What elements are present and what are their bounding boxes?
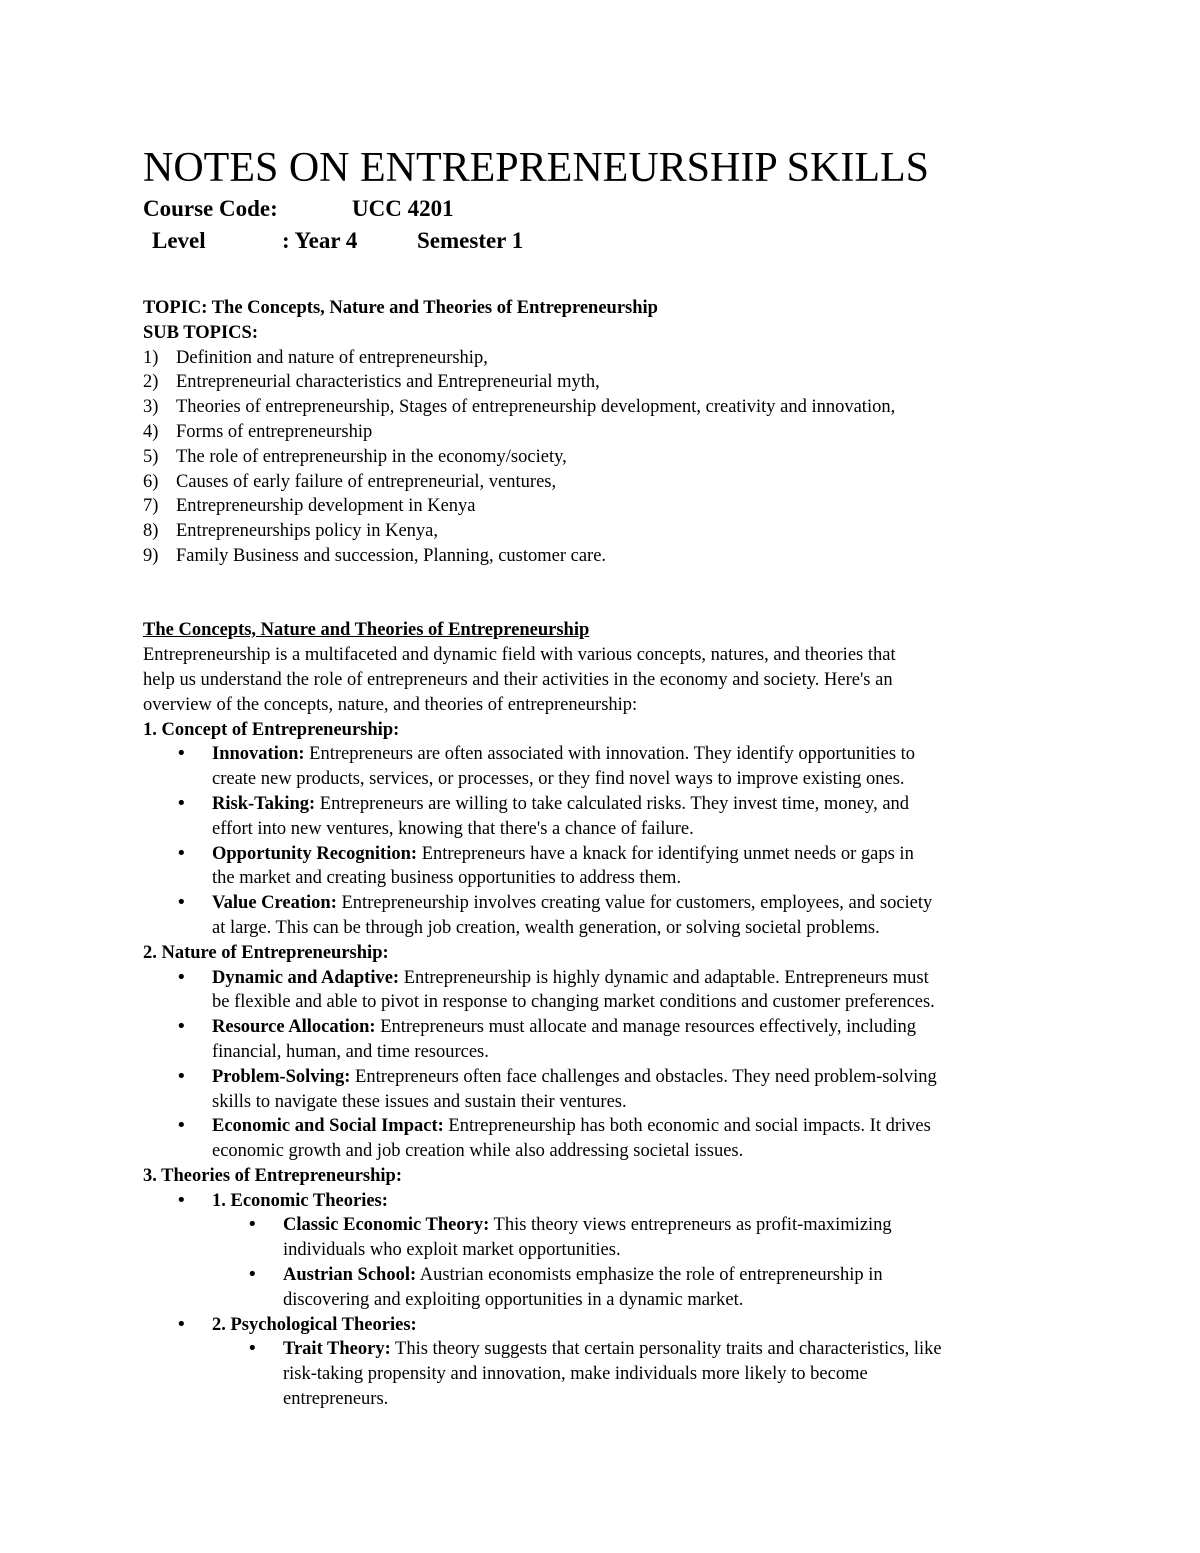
item-text: Entrepreneurs are often associated with innovation. They identify opportunities to bbox=[304, 744, 916, 765]
theories-list bbox=[143, 1189, 1068, 1412]
item-text: Entrepreneurs must allocate and manage resources effectively, including bbox=[375, 1017, 916, 1038]
course-code-label: Course Code: bbox=[143, 196, 278, 221]
list-item bbox=[212, 891, 1068, 941]
item-text: create new products, services, or processes, or they find novel ways to improve existing ones. bbox=[212, 769, 905, 790]
subtopic-text: Causes of early failure of entrepreneurial, ventures, bbox=[176, 471, 557, 492]
subtopic-text: Forms of entrepreneurship bbox=[176, 421, 373, 442]
psychological-theories-label: • 2. Psychological Theories: bbox=[212, 1314, 417, 1335]
concept-list bbox=[143, 742, 1068, 940]
level-label: Level bbox=[152, 228, 206, 253]
subtopic-number: 9) bbox=[143, 545, 159, 566]
list-item bbox=[212, 966, 1068, 1016]
subtopic-text: Entrepreneurship development in Kenya bbox=[176, 496, 476, 517]
subtopic-text: Definition and nature of entrepreneurship, bbox=[176, 347, 488, 368]
list-item bbox=[212, 1114, 1068, 1164]
subtopic-text: The role of entrepreneurship in the economy/society, bbox=[176, 446, 567, 467]
concept-heading: 1. Concept of Entrepreneurship: bbox=[143, 719, 400, 740]
document-title: NOTES ON ENTREPRENEURSHIP SKILLS bbox=[143, 145, 929, 191]
subtopic-number: 5) bbox=[143, 446, 159, 467]
item-term: Opportunity Recognition: bbox=[212, 843, 418, 864]
nature-list bbox=[143, 966, 1068, 1164]
subtopic-text: Family Business and succession, Planning, customer care. bbox=[176, 545, 607, 566]
list-item bbox=[212, 742, 1068, 792]
item-term: Austrian School: bbox=[283, 1265, 417, 1286]
intro-line: overview of the concepts, nature, and theories of entrepreneurship: bbox=[143, 694, 638, 715]
subtopic-item bbox=[143, 544, 1068, 569]
item-text: Entrepreneurship is highly dynamic and adaptable. Entrepreneurs must bbox=[399, 967, 929, 988]
subtopic-text: Theories of entrepreneurship, Stages of entrepreneurship development, creativity and innovation, bbox=[176, 397, 896, 418]
item-text: This theory views entrepreneurs as profit-maximizing bbox=[489, 1215, 892, 1236]
item-text: at large. This can be through job creation, wealth generation, or solving societal problems. bbox=[212, 917, 880, 938]
item-text: Entrepreneurs have a knack for identifying unmet needs or gaps in bbox=[417, 843, 914, 864]
list-item bbox=[283, 1213, 1068, 1263]
topic-line: TOPIC: The Concepts, Nature and Theories of Entrepreneurship bbox=[143, 298, 658, 318]
item-term: Risk-Taking: bbox=[212, 793, 316, 814]
course-code-value: UCC 4201 bbox=[352, 196, 454, 221]
subtopics-list bbox=[143, 346, 1068, 569]
document-body bbox=[143, 296, 1068, 1412]
item-text: individuals who exploit market opportunities. bbox=[283, 1240, 621, 1261]
item-term: Problem-Solving: bbox=[212, 1066, 351, 1087]
economic-theories-label: • 1. Economic Theories: bbox=[212, 1190, 388, 1211]
economic-theories-list bbox=[212, 1213, 1068, 1312]
list-item bbox=[212, 842, 1068, 892]
item-term: Economic and Social Impact: bbox=[212, 1116, 444, 1137]
item-text: Entrepreneurship has both economic and social impacts. It drives bbox=[443, 1116, 931, 1137]
list-item bbox=[212, 1015, 1068, 1065]
subtopic-item bbox=[143, 494, 1068, 519]
item-text: effort into new ventures, knowing that there's a chance of failure. bbox=[212, 818, 694, 839]
semester-value: Semester 1 bbox=[417, 228, 524, 253]
subtopic-number: 8) bbox=[143, 521, 159, 542]
list-item bbox=[212, 792, 1068, 842]
theories-heading: 3. Theories of Entrepreneurship: bbox=[143, 1165, 403, 1186]
list-item bbox=[283, 1263, 1068, 1313]
item-term: Innovation: bbox=[212, 744, 305, 765]
course-code-row bbox=[143, 194, 454, 224]
list-item bbox=[212, 1189, 1068, 1313]
subtopic-number: 4) bbox=[143, 421, 159, 442]
nature-heading: 2. Nature of Entrepreneurship: bbox=[143, 942, 389, 963]
subtopic-item bbox=[143, 370, 1068, 395]
item-text: financial, human, and time resources. bbox=[212, 1041, 489, 1062]
item-term: Trait Theory: bbox=[283, 1339, 391, 1360]
item-text: be flexible and able to pivot in response to changing market conditions and customer preferences. bbox=[212, 992, 935, 1013]
item-term: Classic Economic Theory: bbox=[283, 1215, 490, 1236]
list-item bbox=[212, 1313, 1068, 1412]
section-heading: The Concepts, Nature and Theories of Entrepreneurship bbox=[143, 620, 590, 641]
item-term: Resource Allocation: bbox=[212, 1017, 376, 1038]
intro-line: Entrepreneurship is a multifaceted and dynamic field with various concepts, natures, and theories that bbox=[143, 645, 896, 666]
subtopic-item bbox=[143, 346, 1068, 371]
subtopic-item bbox=[143, 395, 1068, 420]
subtopic-item bbox=[143, 470, 1068, 495]
item-text: risk-taking propensity and innovation, make individuals more likely to become bbox=[283, 1364, 868, 1385]
list-item bbox=[212, 1065, 1068, 1115]
item-text: economic growth and job creation while also addressing societal issues. bbox=[212, 1141, 744, 1162]
list-item bbox=[283, 1337, 1068, 1411]
level-row bbox=[152, 226, 523, 256]
psychological-theories-list bbox=[212, 1337, 1068, 1411]
item-text: Entrepreneurs often face challenges and obstacles. They need problem-solving bbox=[350, 1066, 937, 1087]
item-text: the market and creating business opportunities to address them. bbox=[212, 868, 682, 889]
subtopic-number: 3) bbox=[143, 397, 159, 418]
subtopic-number: 7) bbox=[143, 496, 159, 517]
item-text: Austrian economists emphasize the role of entrepreneurship in bbox=[416, 1265, 883, 1286]
item-text: Entrepreneurs are willing to take calculated risks. They invest time, money, and bbox=[315, 793, 910, 814]
subtopic-number: 6) bbox=[143, 471, 159, 492]
subtopic-text: Entrepreneurial characteristics and Entrepreneurial myth, bbox=[176, 372, 600, 393]
subtopic-text: Entrepreneurships policy in Kenya, bbox=[176, 521, 439, 542]
level-value: : Year 4 bbox=[282, 228, 358, 253]
intro-line: help us understand the role of entrepreneurs and their activities in the economy and society. Here's an bbox=[143, 669, 893, 690]
item-text: discovering and exploiting opportunities in a dynamic market. bbox=[283, 1289, 744, 1310]
subtopic-number: 2) bbox=[143, 372, 159, 393]
subtopic-item bbox=[143, 445, 1068, 470]
item-text: skills to navigate these issues and sustain their ventures. bbox=[212, 1091, 627, 1112]
item-text: Entrepreneurship involves creating value for customers, employees, and society bbox=[336, 893, 933, 914]
item-text: This theory suggests that certain personality traits and characteristics, like bbox=[390, 1339, 942, 1360]
subtopic-item bbox=[143, 519, 1068, 544]
subtopics-heading: SUB TOPICS: bbox=[143, 322, 258, 343]
item-term: Dynamic and Adaptive: bbox=[212, 967, 400, 988]
item-term: Value Creation: bbox=[212, 893, 337, 914]
subtopic-number: 1) bbox=[143, 347, 159, 368]
item-text: entrepreneurs. bbox=[283, 1389, 389, 1410]
subtopic-item bbox=[143, 420, 1068, 445]
